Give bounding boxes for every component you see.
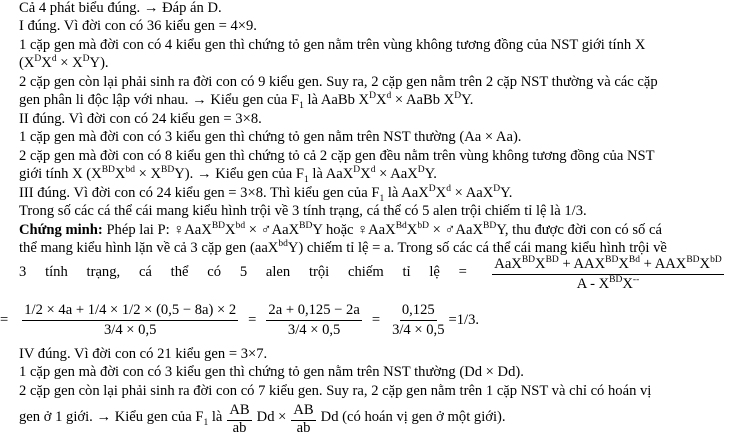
fraction-3-denominator: 3/4 × 0,5	[287, 321, 341, 338]
line-15-word: 3	[19, 264, 27, 280]
fraction-ratio-denominator: A - $X^{BD}X^{--}$	[576, 275, 640, 292]
line-15-word: lệ	[429, 264, 440, 280]
eq-sign-3: =	[371, 311, 381, 328]
line-17: IV đúng. Vì đời con có 21 kiểu gen = 3×7.	[19, 346, 268, 362]
line-15-words	[19, 264, 467, 281]
fraction-6-numerator: AB	[291, 402, 315, 421]
line-02: I đúng. Vì đời con có 36 kiểu gen = 4×9.	[19, 18, 257, 34]
line-20	[19, 400, 506, 434]
line-06: gen phân li độc lập với nhau. → Kiểu gen của $F_1$ là AaBb $X^DX^d$ × AaBb $X^DY$.	[19, 91, 474, 111]
fraction-3-numerator: 2a + 0,125 − 2a	[266, 302, 361, 321]
line-15-word: alen	[265, 264, 291, 280]
fraction-ratio	[470, 256, 746, 293]
line-12: Trong số các cá thể cái mang kiểu hình trội về 3 tính trạng, cá thể có 5 alen trội chiếm tỉ lệ là 1/3.	[19, 203, 587, 219]
fraction-4-denominator: 3/4 × 0,5	[392, 321, 445, 338]
line-15-word: =	[458, 264, 467, 280]
line-04: $(X^DX^d \times X^DY)$.	[19, 54, 109, 71]
line-15-word: cá	[138, 264, 152, 280]
line-19: 2 cặp gen còn lại phải sinh ra đời con có 7 kiểu gen. Suy ra, 2 cặp gen nằm trên 1 cặp NST và chỉ có hoán vị	[19, 383, 652, 399]
line-20-a: gen ở 1 giới. → Kiểu gen của $F_1$ là	[19, 408, 223, 428]
line-08: 1 cặp gen mà đời con có 3 kiểu gen thì chứng tỏ gen nằm trên NST thường (Aa × Aa).	[19, 129, 522, 145]
line-15	[19, 264, 467, 281]
line-15-word: trạng,	[86, 264, 121, 280]
fraction-6-denominator: ab	[296, 421, 311, 432]
line-20-c: Dd (có hoán vị gen ở một giới).	[320, 408, 506, 425]
cross-description: Phép lai P: $♀AaX^{BD}X^{bd}$ × ♂AaX$^{BD}$Y hoặc $♀AaX^{Bd}X^{bD}$ × ♂AaX$^{BD}$Y, thu được đời con có số cá	[106, 221, 662, 238]
fraction-ratio-numerator: $AaX^{BD}X^{BD} + AAX^{BD}X^{Bd} + AAX^{BD}X^{bD}$	[492, 256, 723, 275]
line-18: 1 cặp gen mà đời con có 3 kiểu gen thì chứng tỏ gen nằm trên NST thường (Dd × Dd).	[19, 364, 524, 380]
line-10: giới tính X $(X^{BD}X^{bd} \times X^{BD}Y)$. → Kiểu gen của $F_1$ là $AaX^DX^d \times AaX^DY$.	[19, 165, 437, 185]
equation-chain	[0, 300, 479, 340]
line-05: 2 cặp gen còn lại phải sinh ra đời con có 9 kiểu gen. Suy ra, 2 cặp gen nằm trên 2 cặp NST thường và các cặp	[19, 74, 658, 90]
proof-label: Chứng minh:	[19, 222, 103, 238]
line-01: Cả 4 phát biểu đúng. → Đáp án D.	[19, 0, 222, 16]
line-09: 2 cặp gen mà đời con có 8 kiểu gen thì chứng tỏ cả 2 cặp gen đều nằm trên vùng không tương đồng của NST	[19, 148, 655, 164]
fraction-5-numerator: AB	[227, 402, 251, 421]
line-11: III đúng. Vì đời con có 24 kiểu gen = 3×8. Thì kiểu gen của $F_1$ là $AaX^DX^d \times AaX^DY$.	[19, 184, 513, 204]
line-13	[19, 222, 747, 239]
line-14: thể mang kiểu hình lặn về cả 3 cặp gen (aaX$^{bd}$Y) chiếm tỉ lệ = a. Trong số các cá thể cái mang kiểu hình trội về	[19, 239, 667, 256]
line-07: II đúng. Vì đời con có 24 kiểu gen = 3×8.	[19, 111, 262, 127]
fraction-5-denominator: ab	[232, 421, 247, 432]
line-15-word: trội	[308, 264, 330, 280]
eq-sign-lead: =	[0, 311, 9, 328]
line-15-word: 5	[239, 264, 248, 280]
result-value: =1/3.	[448, 311, 480, 328]
line-20-b: Dd ×	[256, 408, 287, 425]
fraction-2-numerator: 1/2 × 4a + 1/4 × 1/2 × (0,5 − 8a) × 2	[22, 302, 238, 321]
line-03: 1 cặp gen mà đời con có 4 kiểu gen thì chứng tỏ gen nằm trên vùng không tương đồng của NST giới tính X	[19, 37, 646, 53]
line-15-word: tính	[45, 264, 68, 280]
fraction-4-numerator: 0,125	[400, 302, 437, 321]
line-15-word: chiếm	[348, 264, 384, 280]
line-15-word: tỉ	[402, 264, 411, 280]
line-15-word: thể	[170, 264, 189, 280]
fraction-2-denominator: 3/4 × 0,5	[103, 321, 157, 338]
eq-sign-2: =	[248, 311, 257, 328]
line-15-word: có	[207, 264, 222, 280]
